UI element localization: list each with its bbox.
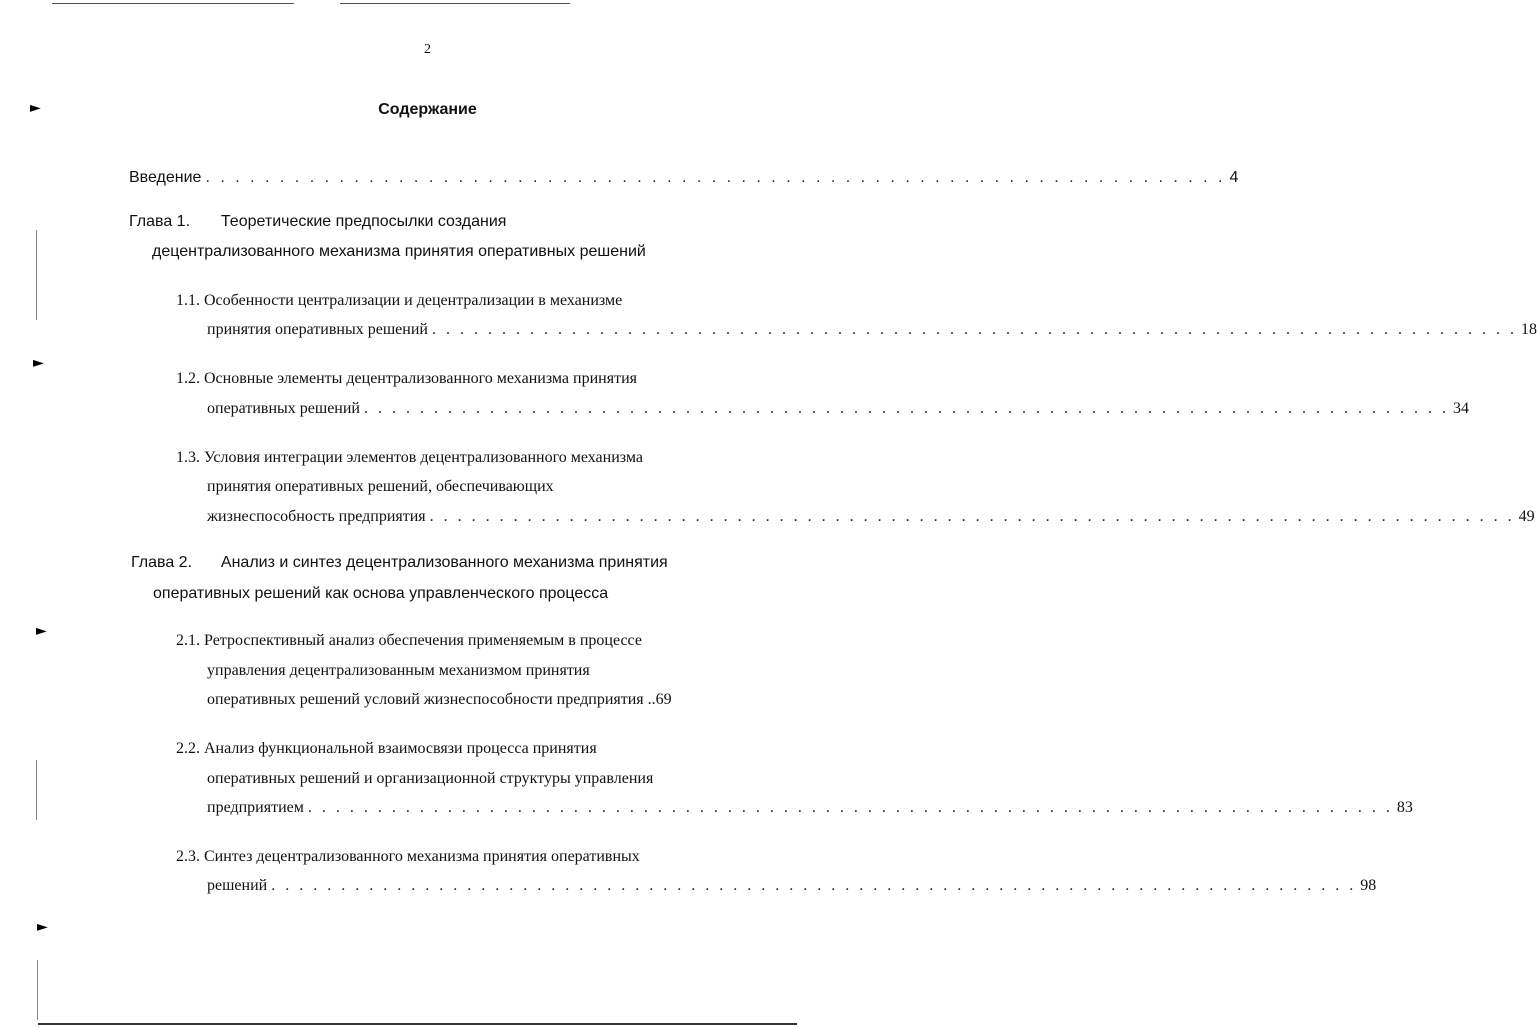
toc-dot-leader: . . . . . . . . . . . . . . . . . . . . . . . . . . . . . . . . . . . . . . . . . . . . . . . . . . . . . . . . . . . . . . . . . . . . . . . . . . . . . . [429,508,1515,525]
scan-left-edge [36,760,37,820]
toc-section-text: управления децентрализованным механизмом принятия [207,662,590,679]
toc-page-number: 18 [1520,321,1537,338]
toc-section-text: оперативных решений и организационной структуры управления [207,770,654,787]
page-number: 2 [424,42,431,57]
scan-left-edge [36,230,37,320]
chapter-label: Глава 2. [131,554,193,571]
toc-section-1-2-cont[interactable] [207,400,1469,418]
toc-page-number: 4 [1229,169,1239,186]
scan-top-line-left [52,3,294,4]
toc-page-number: 34 [1452,400,1469,417]
margin-mark-icon: ► [30,100,41,116]
chapter-title-line: оперативных решений как основа управленческого процесса [153,585,609,602]
toc-section-text: жизнеспособность предприятия [207,508,426,525]
margin-mark-icon: ► [36,623,47,639]
toc-section-2-3[interactable]: 2.3. Синтез децентрализованного механизма принятия оперативных [176,848,640,865]
toc-entry-intro[interactable] [129,169,1239,187]
toc-section-2-1[interactable]: 2.1. Ретроспективный анализ обеспечения применяемым в процессе [176,632,642,649]
margin-mark-icon: ► [33,355,44,371]
toc-section-1-3-cont[interactable] [207,508,1535,526]
toc-dot-leader: . . . . . . . . . . . . . . . . . . . . . . . . . . . . . . . . . . . . . . . . . . . . . . . . . . . . . . . . . . . . . . . . . . . . . . . . . . . . . . [363,400,1449,417]
toc-section-2-2-cont[interactable] [207,799,1413,817]
toc-section-text: принятия оперативных решений [207,321,428,338]
margin-mark-icon: ► [37,919,48,935]
toc-dot-leader: . . . . . . . . . . . . . . . . . . . . . . . . . . . . . . . . . . . . . . . . . . . . . . . . . . . . . . . . . . . . . . . . . . . . . . . . . . . . . . [271,877,1357,894]
chapter-title-line: Анализ и синтез децентрализованного механизма принятия [220,554,668,571]
toc-dot-leader: . . . . . . . . . . . . . . . . . . . . . . . . . . . . . . . . . . . . . . . . . . . . . . . . . . . . . . . . . . . . . . . . . . . . . . . . . . . . . . [307,799,1393,816]
scan-top-line-right [340,3,570,4]
toc-section-text: предприятием [207,799,304,816]
toc-section-1-1-cont[interactable] [207,321,1537,339]
toc-section-1-2[interactable]: 1.2. Основные элементы децентрализованного механизма принятия [176,370,637,387]
toc-section-text: оперативных решений [207,400,360,417]
chapter-title-line: децентрализованного механизма принятия оперативных решений [152,243,646,260]
toc-section-text: решений [207,877,268,894]
toc-intro-label: Введение [129,169,202,186]
chapter-label: Глава 1. [129,213,191,230]
toc-section-1-1[interactable]: 1.1. Особенности централизации и децентрализации в механизме [176,292,623,309]
toc-section-text: оперативных решений условий жизнеспособности предприятия ..69 [207,691,672,708]
toc-dot-leader: . . . . . . . . . . . . . . . . . . . . . . . . . . . . . . . . . . . . . . . . . . . . . . . . . . . . . . . . . . . . . . . . . . . . . . . . . . . . . . [431,321,1517,338]
page-title: Содержание [378,101,477,118]
toc-dot-leader: . . . . . . . . . . . . . . . . . . . . . . . . . . . . . . . . . . . . . . . . . . . . . . . . . . . . . . . . . . . . . . . . . . . . . [205,169,1226,186]
scan-left-edge [37,960,38,1020]
toc-section-2-3-cont[interactable] [207,877,1377,895]
toc-page-number: 98 [1360,877,1377,894]
toc-page-number: 49 [1518,508,1535,525]
chapter-title-line: Теоретические предпосылки создания [220,213,507,230]
toc-section-2-2[interactable]: 2.2. Анализ функциональной взаимосвязи процесса принятия [176,740,597,757]
toc-section-text: принятия оперативных решений, обеспечивающих [207,478,554,495]
toc-page-number: 83 [1396,799,1413,816]
toc-chapter-1[interactable] [129,213,506,231]
toc-chapter-2[interactable] [131,554,668,572]
scan-bottom-line [38,1023,797,1025]
toc-section-1-3[interactable]: 1.3. Условия интеграции элементов децентрализованного механизма [176,449,643,466]
